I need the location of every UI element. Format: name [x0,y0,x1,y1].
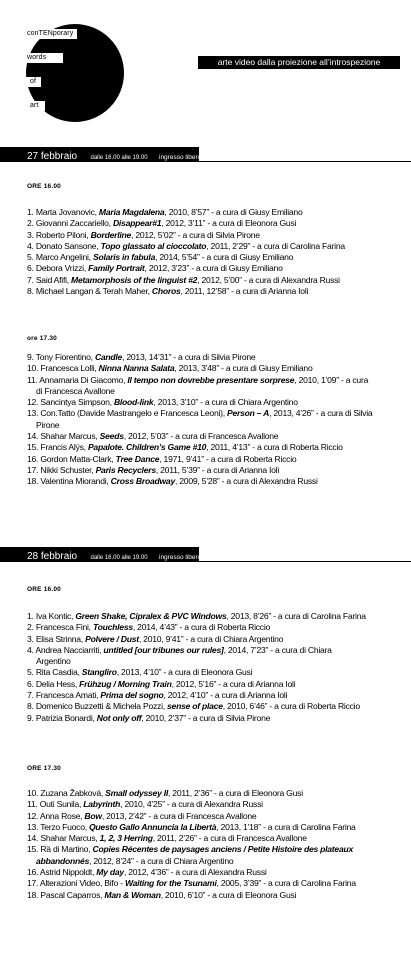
program-list [27,207,397,297]
logo-line-3: of [30,78,37,85]
item-title: Prima del sogno [100,690,164,701]
item-title: Not only off [96,712,142,723]
program-list [27,788,397,901]
program-item [27,252,397,263]
item-details: , 2010, 1’09” - a cura [294,374,369,385]
program-item [27,397,397,408]
item-artist: Delia Hess, [35,678,80,689]
item-number: 5. [27,667,36,678]
item-details-continued: , 2012, 8’24” - a cura di Chiara Argentino [89,855,234,866]
item-artist: Giovanni Zaccariello, [35,218,113,229]
item-artist: Outi Sunila, [39,799,84,810]
item-details: , 2012, 4’10” - a cura di Arianna Ioli [163,690,288,701]
item-title: Green Shake, Cipralex & PVC Windows [75,611,227,621]
program-item [27,241,397,252]
item-title: Waiting for the Tsunami [124,878,217,889]
program-item [27,465,397,476]
item-title: Cross Broadway [110,476,175,487]
item-artist: Francesca Fini, [35,622,93,633]
item-details: , 2012, 4’36” - a cura di Alexandra Russi [123,867,267,878]
item-artist: Gordon Matta-Clark, [40,453,116,464]
item-details: , 2012, 5’02” - a cura di Silvia Pirone [131,229,260,240]
item-artist: Francis Alÿs, [40,442,88,453]
item-number: 10. [27,363,41,374]
logo-line-1: conTENporary [27,30,74,37]
program-item [27,275,397,286]
program-item [27,207,397,218]
session-label: ore 17.30 [27,335,57,342]
item-number: 18. [27,889,41,900]
item-details-continued: Argentino [36,656,71,667]
day-hours: dalle 16.00 alle 19.00 [90,155,148,161]
program-item [27,218,397,229]
item-details: , 2011, 5’39” - a cura di Arianna Ioli [155,464,280,475]
program-item [27,454,397,465]
program-item [27,701,397,712]
item-details: , 2011, 2’29” - a cura di Carolina Farina [206,240,345,251]
item-title: My day [96,867,124,878]
item-title: Stangliro [81,667,117,678]
item-artist: Debora Vrizzi, [35,263,89,274]
program-item [27,878,397,889]
program-item [27,690,397,701]
item-title: Labyrinth [83,799,121,810]
program-item [27,634,397,645]
item-title: Topo glassato al cioccolato [100,240,207,251]
item-number: 11. [27,374,40,385]
item-title: Papalote. Children’s Game #10 [87,442,207,453]
program-item [27,679,397,690]
item-title: Man & Woman [104,889,161,900]
item-number: 2. [27,622,36,633]
item-continuation [27,656,397,667]
program-item [27,622,397,633]
item-artist: Con.Tatto (Davide Mastrangelo e Francesca Leoni), [40,408,228,419]
session-label: ORE 17.30 [27,765,61,772]
program-item [27,844,397,867]
item-details: , 2012, 5’00” - a cura di Alexandra Russi [197,274,340,285]
item-details: , 2012, 3’23” - a cura di Giusy Emiliano [144,263,283,274]
program-item [27,230,397,241]
item-number: 7. [27,690,36,701]
item-details: , 2010, 4’25” - a cura di Alexandra Russi [120,799,263,810]
program-item [27,352,397,363]
item-artist: Shahar Marcus, [40,833,100,844]
item-details: , 2013, 14’31” - a cura di Silvia Pirone [122,352,256,362]
item-title-continued: abbandonnés [36,855,90,866]
item-title: Copies Récentes de paysages anciens / Petite Histoire des plateaux [92,844,354,855]
item-number: 1. [27,611,36,621]
item-artist: Rita Casdia, [35,667,82,678]
item-artist: Alterazioni Video, Bifo - [39,878,125,889]
item-artist: Patrizia Bonardi, [35,712,97,723]
item-details-continued: di Francesca Avallone [36,385,115,396]
item-title: Questo Gallo Annuncia la Libertà [89,821,217,832]
item-number: 3. [27,229,36,240]
item-number: 16. [27,867,40,878]
item-details: , 2010, 8’57” - a cura di Giusy Emiliano [164,207,303,217]
item-number: 13. [27,408,41,419]
item-artist: Andrea Nacciarriti, [35,644,104,655]
program-item [27,822,397,833]
logo-circle [25,23,125,123]
item-details: , 2011, 2’26” - a cura di Francesca Avallone [152,833,307,844]
item-number: 17. [27,464,41,475]
item-artist: Terzo Fuoco, [40,821,89,832]
item-title: Borderline [90,229,132,240]
item-number: 12. [27,810,40,821]
item-title: Metamorphosis of the linguist #2 [71,274,198,285]
item-details: , 2011, 4’13” - a cura di Roberta Riccio [206,442,343,453]
item-title: Polvere / Dust [85,633,139,644]
day-header-1 [0,147,202,162]
session-label: ORE 16.00 [27,183,61,190]
program-item [27,611,397,622]
item-title: Small odyssey II [105,788,169,798]
program-item [27,713,397,724]
item-artist: Roberto Piloni, [35,229,91,240]
program-item [27,363,397,374]
item-artist: Said Afifi, [35,274,72,285]
item-number: 7. [27,274,36,285]
item-details: , 2009, 5’28” - a cura di Alexandra Russi [175,476,318,487]
item-title: 1, 2, 3 Herring [99,833,153,844]
item-details: , 2011, 2’36” - a cura di Eleonora Gusi [168,788,303,798]
item-title: sense of place [167,701,223,712]
item-title: Person – A [227,408,270,419]
program-item [27,667,397,678]
item-details: , 2013, 4’10” - a cura di Eleonora Gusi [116,667,253,678]
item-artist: Rä di Martino, [40,844,93,855]
program-item [27,799,397,810]
item-continuation [27,386,397,397]
item-number: 8. [27,286,36,297]
item-number: 11. [27,799,40,810]
item-artist: Donato Sansone, [35,240,101,251]
program-item [27,811,397,822]
item-details: , 2012, 5’03” - a cura di Francesca Avallone [123,431,279,442]
item-number: 14. [27,431,41,442]
item-artist: Zuzana Žabková, [40,788,106,798]
item-number: 18. [27,476,41,487]
item-details: , 2013, 4’26” - a cura di Silvia [269,408,373,419]
item-artist: Tony Fiorentino, [35,352,95,362]
item-title: Tree Dance [115,453,160,464]
item-details: , 2013, 2’42” - a cura di Francesca Avallone [101,810,257,821]
item-number: 13. [27,821,41,832]
item-number: 14. [27,833,41,844]
item-details: , 2013, 3’10” - a cura di Chiara Argentino [153,397,298,408]
program-item [27,375,397,398]
item-artist: Nikki Schuster, [40,464,96,475]
item-number: 1. [27,207,36,217]
item-artist: Elisa Strinna, [35,633,86,644]
program-item [27,867,397,878]
item-title: Family Portrait [88,263,145,274]
item-title: Blood-link [113,397,154,408]
item-number: 15. [27,844,41,855]
item-number: 16. [27,453,41,464]
item-details: , 2014, 5’54” - a cura di Giusy Emiliano [155,252,294,263]
item-artist: Francesca Amati, [35,690,101,701]
item-number: 5. [27,252,36,263]
item-details: , 2010, 6’46” - a cura di Roberta Riccio [222,701,360,712]
item-details: , 2014, 7’23” - a cura di Chiara [223,644,332,655]
item-details: , 2010, 2’37” - a cura di Silvia Pirone [141,712,271,723]
item-title: Bow [84,810,102,821]
program-item [27,788,397,799]
item-number: 6. [27,263,36,274]
item-artist: Iva Kontic, [35,611,76,621]
item-title: Seeds [99,431,124,442]
item-artist: Pascal Caparros, [40,889,105,900]
item-details: , 2010, 6’10” - a cura di Eleonora Gusi [160,889,297,900]
day-date: 28 febbraio [27,551,78,562]
item-artist: Michael Langan & Terah Maher, [35,286,152,297]
item-number: 4. [27,240,36,251]
program-item [27,286,397,297]
item-details: , 2013, 1’18” - a cura di Carolina Farina [216,821,356,832]
item-number: 4. [27,644,36,655]
program-list [27,352,397,488]
item-number: 6. [27,678,36,689]
logo [25,23,125,123]
item-details: , 2012, 3’11” - a cura di Eleonora Gusi [161,218,297,229]
item-artist: Valentina Miorandi, [40,476,111,487]
item-details: , 2013, 3’48” - a cura di Giusy Emiliano [174,363,313,374]
item-number: 9. [27,712,36,723]
item-artist: Astrid Nippoldt, [39,867,97,878]
item-title: Touchless [92,622,133,633]
item-details: , 2010, 9’41” - a cura di Chiara Argentino [138,633,284,644]
tagline-bar: arte video dalla proiezione all’introspezione [198,56,400,69]
program-item [27,431,397,442]
program-item [27,833,397,844]
item-number: 3. [27,633,36,644]
item-details: , 2005, 3’39” - a cura di Carolina Farina [216,878,356,889]
item-title: Candle [94,352,123,362]
item-details: , 2014, 4’43” - a cura di Roberta Riccio [132,622,271,633]
item-number: 9. [27,352,36,362]
item-number: 2. [27,218,36,229]
item-artist: Marco Angelini, [35,252,93,263]
day-date: 27 febbraio [27,151,78,162]
item-artist: Sancintya Simpson, [40,397,114,408]
item-artist: Shahar Marcus, [40,431,100,442]
item-title: untitled [our tribunes our rules] [103,644,224,655]
program-item [27,263,397,274]
item-title: Maria Magdalena [98,207,165,217]
day-entry: ingresso libero [159,554,202,561]
item-details: , 2012, 5’16” - a cura di Arianna Ioli [171,678,296,689]
program-item [27,476,397,487]
item-title: Frühzug / Morning Train [79,678,172,689]
item-details-continued: Pirone [36,419,60,430]
day-hours: dalle 16.00 alle 19.00 [90,555,148,561]
session-label: ORE 16.00 [27,586,61,593]
item-title: Solaris in fabula [92,252,156,263]
program-item [27,645,397,668]
day-header-2 [0,547,202,562]
item-title: Ninna Nanna Salata [98,363,175,374]
item-details: , 2013, 8’26” - a cura di Carolina Farina [226,611,366,621]
item-artist: Domenico Buzzetti & Michela Pozzi, [35,701,168,712]
item-number: 8. [27,701,36,712]
item-number: 12. [27,397,41,408]
logo-line-2: words [27,54,47,61]
program-list [27,611,397,724]
item-number: 17. [27,878,40,889]
item-details: , 1971, 9’41” - a cura di Roberta Riccio [159,453,297,464]
logo-line-4: art [30,102,39,109]
item-artist: Francesca Lolli, [40,363,99,374]
item-title: Il tempo non dovrebbe presentare sorprese [127,374,295,385]
item-title: Disappear#1 [112,218,162,229]
item-artist: Marta Jovanovic, [35,207,99,217]
item-number: 15. [27,442,41,453]
item-title: Paris Recyclers [95,464,156,475]
item-title: Choros [151,286,181,297]
program-item [27,408,397,431]
item-artist: Anna Rose, [39,810,85,821]
item-continuation [27,856,397,867]
program-item [27,442,397,453]
item-details: , 2011, 12’58” - a cura di Arianna Ioli [180,286,309,297]
program-item [27,890,397,901]
item-continuation [27,420,397,431]
item-number: 10. [27,788,41,798]
item-artist: Annamaria Di Giacomo, [39,374,128,385]
day-entry: ingresso libero [159,154,202,161]
